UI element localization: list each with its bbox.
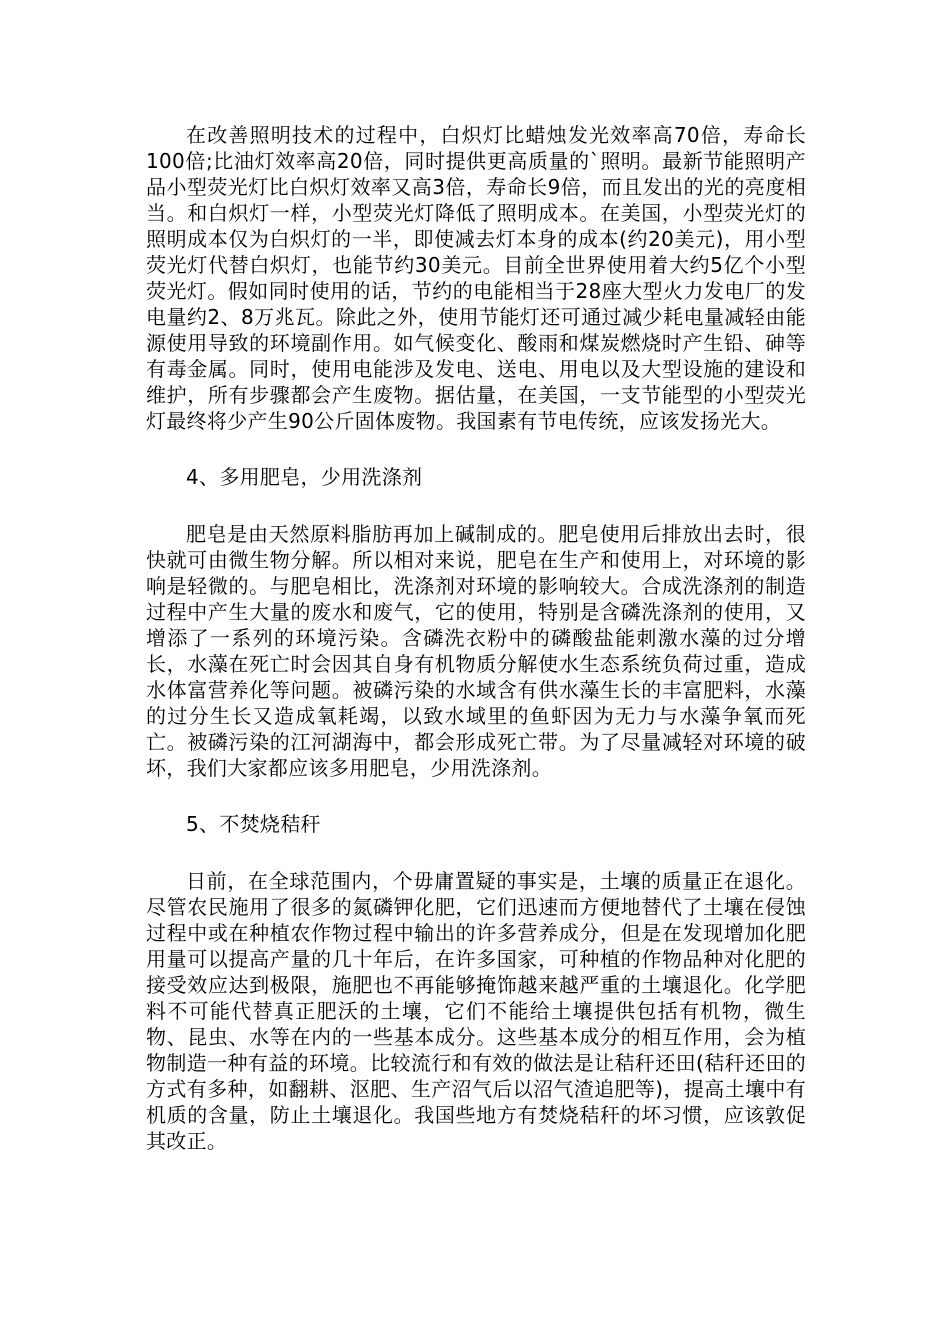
heading-straw: 5、不焚烧秸秆	[186, 812, 321, 836]
paragraph-lighting: 在改善照明技术的过程中，白炽灯比蜡烛发光效率高70倍，寿命长100倍;比油灯效率高20倍，同时提供更高质量的`照明。最新节能照明产品小型荧光灯比白炽灯效率又高3倍，寿命长9倍，而且发出的光的亮度相当。和白炽灯一样，小型荧光灯降低了照明成本。在美国，小型荧光灯的照明成本仅为白炽灯的一半，即使减去灯本身的成本(约20美元)，用小型荧光灯代替白炽灯，也能节约30美元。目前全世界使用着大约5亿个小型荧光灯。假如同时使用的话，节约的电能相当于28座大型火力发电厂的发电量约2、8万兆瓦。除此之外，使用节能灯还可通过减少耗电量减轻由能源使用导致的环境副作用。如气候变化、酸雨和煤炭燃烧时产生铅、砷等有毒金属。同时，使用电能涉及发电、送电、用电以及大型设施的建设和维护，所有步骤都会产生废物。据估量，在美国，一支节能型的小型荧光灯最终将少产生90公斤固体废物。我国素有节电传统，应该发扬光大。	[146, 123, 806, 433]
document-page	[146, 122, 806, 1154]
paragraph-straw: 日前，在全球范围内，个毋庸置疑的事实是，土壤的质量正在退化。尽管农民施用了很多的氮磷钾化肥，它们迅速而方便地替代了土壤在侵蚀过程中或在种植农作物过程中输出的许多营养成分，但是在发现增加化肥用量可以提高产量的几十年后，在许多国家，可种植的作物品种对化肥的接受效应达到极限，施肥也不再能够掩饰越来越严重的土壤退化。化学肥料不可能代替真正肥沃的土壤，它们不能给土壤提供包括有机物，微生物、昆虫、水等在内的一些基本成分。这些基本成分的相互作用，会为植物制造一种有益的环境。比较流行和有效的做法是让秸秆还田(秸秆还田的方式有多种，如翻耕、沤肥、生产沼气后以沼气渣追肥等)，提高土壤中有机质的含量，防止土壤退化。我国些地方有焚烧秸秆的坏习惯，应该敦促其改正。	[146, 869, 806, 1153]
paragraph-soap: 肥皂是由天然原料脂肪再加上碱制成的。肥皂使用后排放出去时，很快就可由微生物分解。所以相对来说，肥皂在生产和使用上，对环境的影响是轻微的。与肥皂相比，洗涤剂对环境的影响较大。合成洗涤剂的制造过程中产生大量的废水和废气，它的使用，特别是含磷洗涤剂的使用，又增添了一系列的环境污染。含磷洗衣粉中的磷酸盐能刺激水藻的过分增长，水藻在死亡时会因其自身有机物质分解使水生态系统负荷过重，造成水体富营养化等问题。被磷污染的水域含有供水藻生长的丰富肥料，水藻的过分生长又造成氧耗竭，以致水域里的鱼虾因为无力与水藻争氧而死亡。被磷污染的江河湖海中，都会形成死亡带。为了尽量减轻对环境的破坏，我们大家都应该多用肥皂，少用洗涤剂。	[146, 522, 806, 780]
heading-soap: 4、多用肥皂，少用洗涤剂	[186, 465, 423, 489]
